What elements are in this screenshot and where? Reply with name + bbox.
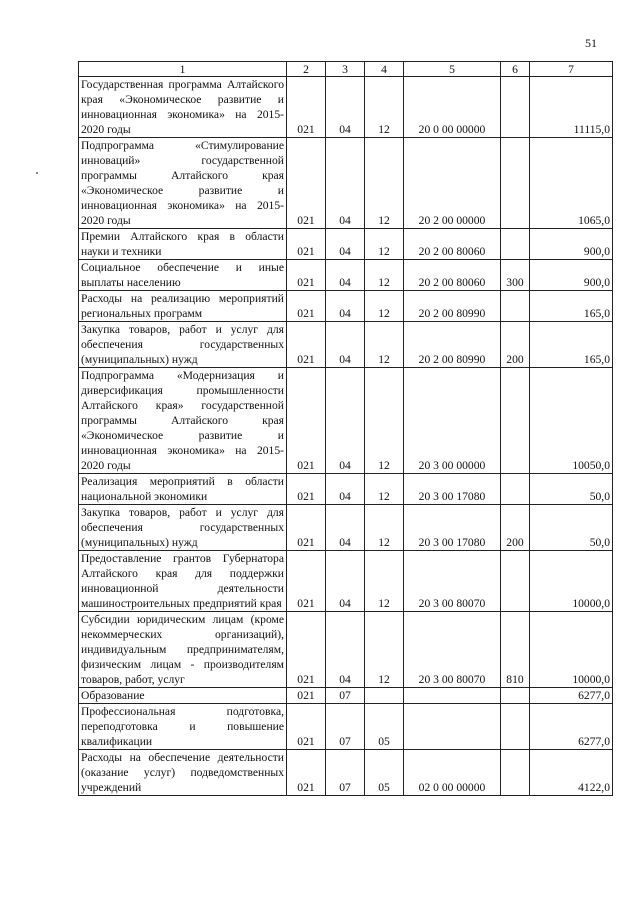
header-col-5: 5	[404, 62, 501, 77]
row-amount: 10000,0	[530, 612, 613, 688]
row-subsection-code: 12	[365, 505, 404, 551]
row-subsection-code: 12	[365, 138, 404, 229]
row-ministry-code: 021	[287, 750, 326, 796]
row-expense-type-code	[501, 551, 530, 612]
row-name: Профессиональная подготовка, переподготовка и повышение квалификации	[79, 704, 287, 750]
row-section-code: 04	[326, 138, 365, 229]
row-expense-type-code	[501, 229, 530, 260]
row-subsection-code: 12	[365, 260, 404, 291]
row-expense-type-code	[501, 368, 530, 474]
row-expense-type-code	[501, 138, 530, 229]
row-subsection-code: 12	[365, 612, 404, 688]
row-expense-type-code	[501, 474, 530, 505]
row-amount: 11115,0	[530, 77, 613, 138]
row-expense-type-code: 200	[501, 322, 530, 368]
table-row	[79, 260, 613, 291]
row-section-code: 04	[326, 612, 365, 688]
row-section-code: 04	[326, 229, 365, 260]
row-target-item-code: 20 2 00 80990	[404, 291, 501, 322]
row-section-code: 07	[326, 688, 365, 704]
row-amount: 50,0	[530, 474, 613, 505]
row-section-code: 04	[326, 77, 365, 138]
row-subsection-code	[365, 688, 404, 704]
row-ministry-code: 021	[287, 138, 326, 229]
row-ministry-code: 021	[287, 474, 326, 505]
row-amount: 165,0	[530, 291, 613, 322]
table-row	[79, 704, 613, 750]
header-col-3: 3	[326, 62, 365, 77]
row-subsection-code: 12	[365, 474, 404, 505]
row-section-code: 07	[326, 750, 365, 796]
row-target-item-code: 20 3 00 80070	[404, 612, 501, 688]
row-amount: 1065,0	[530, 138, 613, 229]
row-target-item-code: 02 0 00 00000	[404, 750, 501, 796]
row-expense-type-code	[501, 750, 530, 796]
table-row	[79, 229, 613, 260]
row-amount: 165,0	[530, 322, 613, 368]
row-target-item-code: 20 3 00 17080	[404, 474, 501, 505]
row-name: Государственная программа Алтайского края «Экономическое развитие и инновационная экономика» на 2015-2020 годы	[79, 77, 287, 138]
row-name: Закупка товаров, работ и услуг для обеспечения государственных (муниципальных) нужд	[79, 322, 287, 368]
row-ministry-code: 021	[287, 229, 326, 260]
row-subsection-code: 05	[365, 704, 404, 750]
row-expense-type-code	[501, 291, 530, 322]
row-section-code: 07	[326, 704, 365, 750]
row-ministry-code: 021	[287, 260, 326, 291]
header-col-2: 2	[287, 62, 326, 77]
row-amount: 6277,0	[530, 688, 613, 704]
row-expense-type-code: 200	[501, 505, 530, 551]
row-amount: 6277,0	[530, 704, 613, 750]
row-amount: 4122,0	[530, 750, 613, 796]
row-name: Премии Алтайского края в области науки и техники	[79, 229, 287, 260]
header-col-4: 4	[365, 62, 404, 77]
table-row	[79, 474, 613, 505]
row-ministry-code: 021	[287, 505, 326, 551]
row-amount: 10050,0	[530, 368, 613, 474]
row-name: Социальное обеспечение и иные выплаты населению	[79, 260, 287, 291]
row-name: Подпрограмма «Стимулирование инноваций» государственной программы Алтайского края «Экономическое развитие и инновационная экономика» на 2015-2020 годы	[79, 138, 287, 229]
row-name: Подпрограмма «Модернизация и диверсификация промышленности Алтайского края» государственной программы Алтайского края «Экономическое развитие и инновационная экономика» на 2015-2020 годы	[79, 368, 287, 474]
row-amount: 10000,0	[530, 551, 613, 612]
table-row	[79, 612, 613, 688]
row-section-code: 04	[326, 322, 365, 368]
row-name: Расходы на обеспечение деятельности (оказание услуг) подведомственных учреждений	[79, 750, 287, 796]
row-expense-type-code	[501, 704, 530, 750]
row-subsection-code: 12	[365, 77, 404, 138]
row-ministry-code: 021	[287, 704, 326, 750]
row-name: Реализация мероприятий в области национальной экономики	[79, 474, 287, 505]
row-target-item-code	[404, 704, 501, 750]
row-name: Субсидии юридическим лицам (кроме некоммерческих организаций), индивидуальным предпринимателям, физическим лицам - производителям товаров, работ, услуг	[79, 612, 287, 688]
row-section-code: 04	[326, 260, 365, 291]
row-ministry-code: 021	[287, 322, 326, 368]
row-target-item-code: 20 2 00 80990	[404, 322, 501, 368]
row-ministry-code: 021	[287, 368, 326, 474]
page-number: 51	[585, 36, 597, 50]
row-target-item-code: 20 3 00 00000	[404, 368, 501, 474]
header-col-1: 1	[79, 62, 287, 77]
row-subsection-code: 12	[365, 229, 404, 260]
row-target-item-code: 20 2 00 80060	[404, 260, 501, 291]
table-row	[79, 368, 613, 474]
budget-table	[78, 61, 613, 796]
row-subsection-code: 12	[365, 368, 404, 474]
row-expense-type-code	[501, 688, 530, 704]
row-target-item-code: 20 3 00 17080	[404, 505, 501, 551]
row-name: Образование	[79, 688, 287, 704]
row-target-item-code: 20 0 00 00000	[404, 77, 501, 138]
row-ministry-code: 021	[287, 551, 326, 612]
row-section-code: 04	[326, 474, 365, 505]
row-name: Закупка товаров, работ и услуг для обеспечения государственных (муниципальных) нужд	[79, 505, 287, 551]
table-row	[79, 138, 613, 229]
row-section-code: 04	[326, 368, 365, 474]
row-expense-type-code	[501, 77, 530, 138]
row-amount: 900,0	[530, 229, 613, 260]
row-target-item-code: 20 2 00 00000	[404, 138, 501, 229]
table-row	[79, 551, 613, 612]
row-subsection-code: 12	[365, 551, 404, 612]
header-col-7: 7	[530, 62, 613, 77]
row-target-item-code: 20 3 00 80070	[404, 551, 501, 612]
row-expense-type-code: 300	[501, 260, 530, 291]
row-name: Предоставление грантов Губернатора Алтайского края для поддержки инновационной деятельности машиностроительных предприятий края	[79, 551, 287, 612]
row-section-code: 04	[326, 551, 365, 612]
row-ministry-code: 021	[287, 688, 326, 704]
row-amount: 900,0	[530, 260, 613, 291]
row-ministry-code: 021	[287, 291, 326, 322]
table-row	[79, 291, 613, 322]
header-row	[79, 62, 613, 77]
scan-artifact-dot	[36, 172, 38, 174]
row-target-item-code	[404, 688, 501, 704]
header-col-6: 6	[501, 62, 530, 77]
row-subsection-code: 12	[365, 322, 404, 368]
table-row	[79, 77, 613, 138]
table-row	[79, 322, 613, 368]
table-row	[79, 750, 613, 796]
row-subsection-code: 12	[365, 291, 404, 322]
row-section-code: 04	[326, 505, 365, 551]
row-amount: 50,0	[530, 505, 613, 551]
row-expense-type-code: 810	[501, 612, 530, 688]
table-row	[79, 505, 613, 551]
row-ministry-code: 021	[287, 612, 326, 688]
table-row	[79, 688, 613, 704]
row-subsection-code: 05	[365, 750, 404, 796]
row-ministry-code: 021	[287, 77, 326, 138]
row-section-code: 04	[326, 291, 365, 322]
row-target-item-code: 20 2 00 80060	[404, 229, 501, 260]
row-name: Расходы на реализацию мероприятий региональных программ	[79, 291, 287, 322]
